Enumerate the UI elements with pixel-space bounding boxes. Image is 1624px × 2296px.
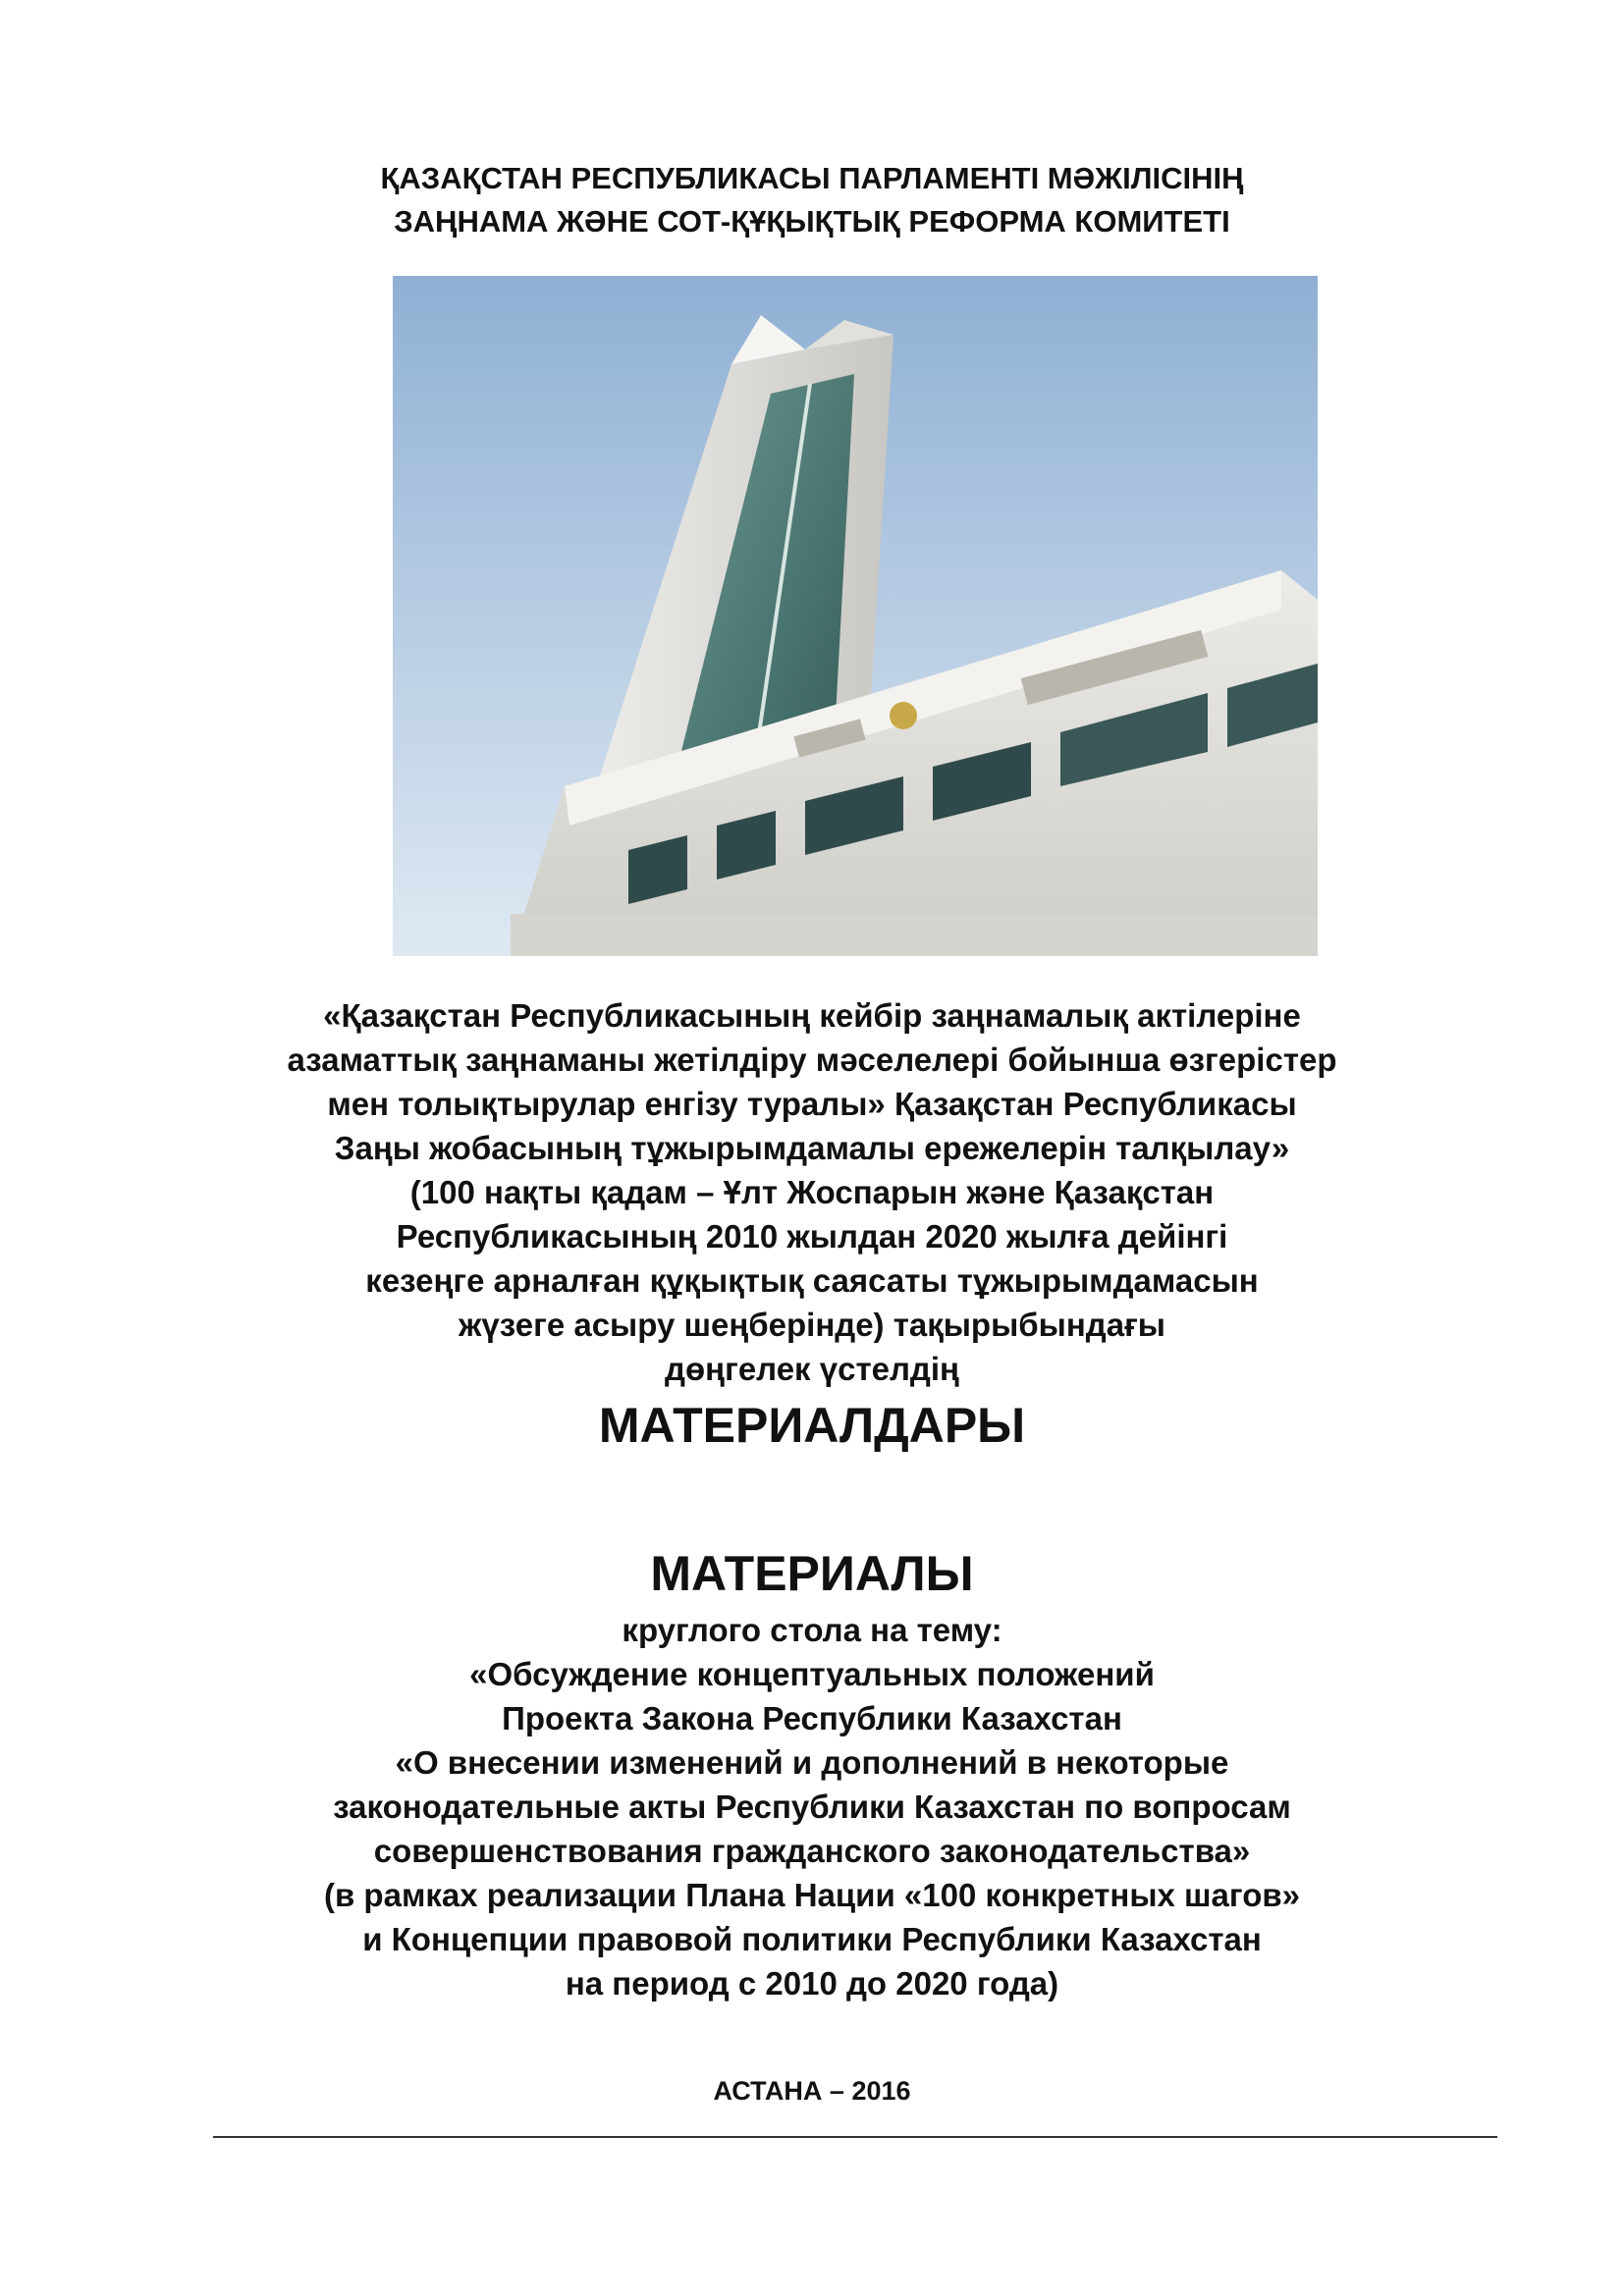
russian-subtitle-line: «О внесении изменений и дополнений в некоторые	[395, 1744, 1229, 1781]
russian-subtitle-block	[0, 1608, 1624, 2005]
kazakh-subtitle-line: кезеңге арналған құқықтық саясаты тұжырымдамасын	[365, 1262, 1259, 1299]
russian-main-title-text: МАТЕРИАЛЫ	[650, 1546, 974, 1601]
kazakh-subtitle-line: (100 нақты қадам – Ұлт Жоспарын және Қазақстан	[409, 1174, 1215, 1210]
kazakh-main-title	[0, 1396, 1624, 1455]
kazakh-subtitle-line: «Қазақстан Республикасының кейбір заңнамалық актілеріне	[323, 997, 1301, 1034]
russian-main-title	[0, 1544, 1624, 1603]
kazakh-subtitle-line: азаматтық заңнаманы жетілдіру мәселелері бойынша өзгерістер	[287, 1041, 1337, 1078]
committee-heading	[0, 157, 1624, 243]
kazakh-subtitle-line: Заңы жобасының тұжырымдамалы ережелерін талқылау»	[334, 1130, 1290, 1166]
kazakh-subtitle-line: жүзеге асыру шеңберінде) тақырыбындағы	[459, 1307, 1165, 1343]
russian-subtitle-line: «Обсуждение концептуальных положений	[469, 1656, 1155, 1692]
footer-divider	[213, 2136, 1497, 2138]
city-year	[0, 2074, 1624, 2108]
russian-subtitle-line: круглого стола на тему:	[622, 1612, 1002, 1648]
russian-subtitle-line: на период с 2010 до 2020 года)	[565, 1965, 1059, 2002]
kazakh-subtitle-block	[0, 993, 1624, 1391]
committee-heading-line: ЗАҢНАМА ЖӘНЕ СОТ-ҚҰҚЫҚТЫҚ РЕФОРМА КОМИТЕТІ	[394, 204, 1230, 239]
russian-subtitle-line: (в рамках реализации Плана Нации «100 конкретных шагов»	[323, 1877, 1301, 1913]
russian-subtitle-line: совершенствования гражданского законодательства»	[373, 1833, 1251, 1869]
kazakh-subtitle-line: Республикасының 2010 жылдан 2020 жылға дейінгі	[396, 1218, 1228, 1255]
parliament-building-photo	[393, 276, 1318, 956]
russian-subtitle-line: и Концепции правовой политики Республики Казахстан	[362, 1921, 1262, 1957]
kazakh-subtitle-line: мен толықтырулар енгізу туралы» Қазақстан Республикасы	[327, 1086, 1297, 1122]
committee-heading-line: ҚАЗАҚСТАН РЕСПУБЛИКАСЫ ПАРЛАМЕНТІ МӘЖІЛІСІНІҢ	[380, 161, 1244, 195]
russian-subtitle-line: Проекта Закона Республики Казахстан	[502, 1700, 1122, 1736]
russian-subtitle-line: законодательные акты Республики Казахстан по вопросам	[333, 1789, 1291, 1825]
kazakh-subtitle-line: дөңгелек үстелдің	[665, 1351, 959, 1387]
kazakh-main-title-text: МАТЕРИАЛДАРЫ	[598, 1398, 1026, 1453]
city-year-text: АСТАНА – 2016	[713, 2076, 911, 2106]
